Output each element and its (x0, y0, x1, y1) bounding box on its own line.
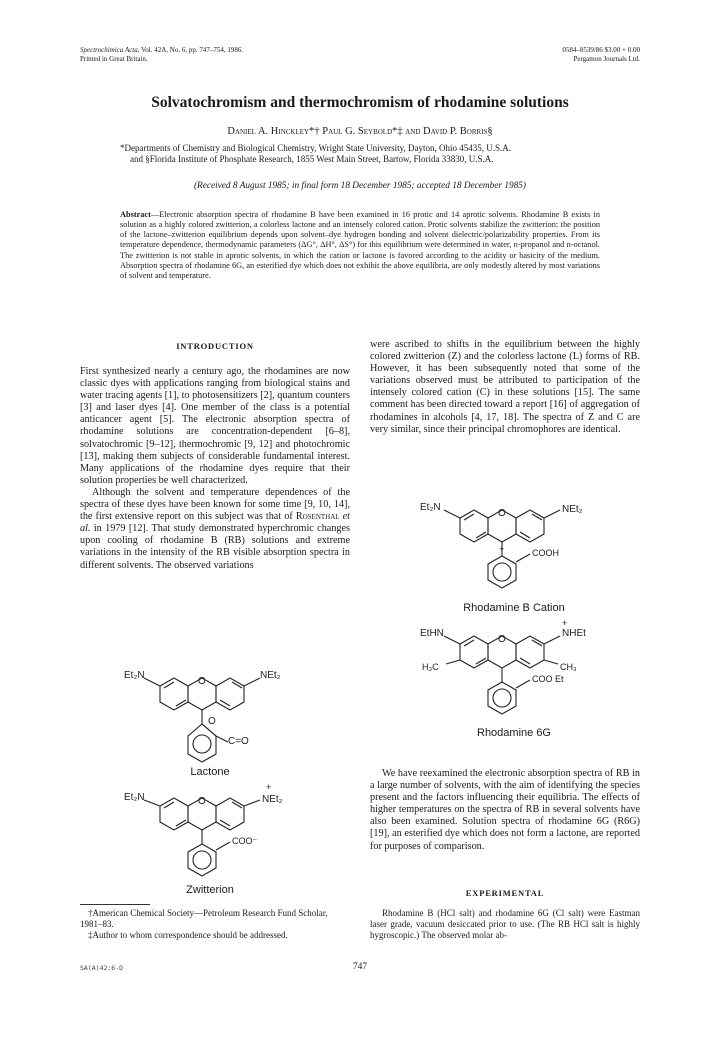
zwitterion-plus-charge: + (266, 782, 272, 792)
r6g-plus-charge: + (562, 618, 568, 628)
abstract (120, 210, 600, 281)
intro-paragraph-2 (80, 487, 350, 572)
author-list: Daniel A. Hinckley*† Paul G. Seybold*‡ and David P. Borris§ (227, 126, 493, 137)
cation-left-amine: Et₂N (420, 502, 441, 513)
intro-column-right (370, 339, 640, 436)
journal-name: Spectrochimica Acta, (80, 46, 140, 54)
print-code: SA(A)42:6-D (80, 964, 124, 972)
zwitterion-ring-oxygen: O (198, 796, 206, 807)
abstract-text: —Electronic absorption spectra of rhodamine B have been examined in 16 protic and 14 aprotic solvents. Rhodamine B exists in solution as a highly colored zwitterion, a colorless lactone and an intensely colored cation. Protic solvents stabilize the zwitterion: the position of the lactone–zwitterion equilibrium depends upon solvent–dye hydrogen bonding and solvent dielectric/polarizability properties. From its temperature dependence, thermodynamic parameters (ΔG°, ΔH°, ΔS°) for this equilibrium were determined in water, n-propanol and n-octanol. The zwitterion is not stable in aprotic solvents, in which the cation or lactone is favored according to the acidity or basicity of the medium. Absorption spectra of rhodamine 6G, an esterified dye which does not exhibit the above equilibria, are only modestly altered by most variations of solvent and temperature. (120, 210, 600, 280)
issn-price: 0584–8539/86 $3.00 + 0.00 (562, 46, 640, 54)
r6g-ethyl-ester: COO Et (532, 674, 564, 684)
lactone-caption: Lactone (190, 766, 230, 778)
abstract-label: Abstract (120, 210, 151, 219)
cation-caption: Rhodamine B Cation (463, 602, 565, 614)
affiliation-line-2: and §Florida Institute of Phosphate Research, 1855 West Main Street, Bartow, Florida 33830, U.S.A. (130, 154, 494, 164)
zwitterion-right-amine: NEt₂ (262, 794, 283, 805)
introduction-heading: INTRODUCTION (176, 341, 254, 351)
r6g-left-methyl: H₃C (422, 662, 439, 672)
right-paragraph-1: were ascribed to shifts in the equilibrium between the highly colored zwitterion (Z) and the colorless lactone (L) forms of RB. However, it has been subsequently noted that some of the variations observed must be attributed to participation of the intensely colored cation (C) in these solutions [15]. The same comment has been directed toward a report [16] of aggregation of rhodamines in alcohols [4, 17, 18]. The spectra of Z and C are very similar, since their principal chromophores are identical. (370, 339, 640, 435)
lactone-left-amine: Et₂N (124, 670, 145, 681)
intro-paragraph-1: First synthesized nearly a century ago, the rhodamines are now classic dyes with applications ranging from biological stains and water tracing agents [1], to photosensitizers [2], quantum counters [3] and laser dyes [4]. One member of the class is a potential anticancer agent [5]. The electronic absorption spectra of rhodamine solutions are concentration-dependent [6–8], solvatochromic [9–12], thermochromic [9, 12] and photochromic [13], making them subjects of considerable fundamental interest. Many applications of the rhodamine dyes require that their solution properties be well characterized. (80, 366, 350, 486)
paper-title: Solvatochromism and thermochromism of rhodamine solutions (151, 94, 569, 111)
cation-plus-charge: + (499, 544, 505, 554)
zwitterion-left-amine: Et₂N (124, 792, 145, 803)
r6g-caption: Rhodamine 6G (477, 727, 551, 739)
cited-author: Rosenthal (295, 511, 340, 523)
volume-info: Vol. 42A, No. 6, pp. 747–754, 1986. (139, 46, 244, 54)
rhodamine-6g-structure (414, 620, 604, 730)
journal-citation (80, 46, 243, 55)
page-number: 747 (352, 962, 368, 972)
footnote-1: †American Chemical Society—Petroleum Research Fund Scholar, 1981–83. (80, 908, 328, 929)
cation-ring-oxygen: O (498, 508, 506, 519)
experimental-heading: EXPERIMENTAL (465, 888, 545, 898)
cation-carboxylic-acid: COOH (532, 548, 559, 558)
lactone-carbonyl: C=O (228, 736, 249, 747)
r6g-right-amine: NHEt (562, 628, 586, 639)
et-al: et al. (80, 511, 350, 535)
r6g-left-amine: EtHN (420, 628, 444, 639)
rhodamine-b-cation-structure (414, 494, 604, 604)
affiliations (120, 143, 600, 165)
footnotes (80, 908, 350, 940)
intro-paragraph-2b: in 1979 [12]. That study demonstrated hyperchromic changes upon cooling of rhodamine B (RB) solutions and extreme variations in the intensity of the RB visible absorption spectra in different solvents. The observed variations (80, 523, 350, 571)
lactone-right-amine: NEt₂ (260, 670, 281, 681)
experimental-text: Rhodamine B (HCl salt) and rhodamine 6G (Cl salt) were Eastman laser grade, vacuum desiccated prior to use. (The RB HCl salt is highly hygroscopic.) The observed molar ab- (370, 908, 640, 940)
cation-right-amine: NEt₂ (562, 504, 583, 515)
footnote-rule (80, 904, 150, 905)
lactone-ring-oxygen: O (198, 676, 206, 687)
zwitterion-caption: Zwitterion (186, 884, 234, 896)
publisher: Pergamon Journals Ltd. (573, 55, 640, 63)
received-dates: (Received 8 August 1985; in final form 18 December 1985; accepted 18 December 1985) (193, 181, 527, 191)
right-column-lower (370, 768, 640, 853)
r6g-right-methyl: CH₃ (560, 662, 577, 672)
intro-paragraph-2a: Although the solvent and temperature dependences of the spectra of these dyes have been known for some time [9, 10, 14], the first extensive report on this subject was that of (80, 486, 350, 523)
footnote-2: ‡Author to whom correspondence should be addressed. (88, 929, 288, 940)
printed-in: Printed in Great Britain. (80, 55, 148, 63)
r6g-ring-oxygen: O (498, 634, 506, 645)
intro-column-left (80, 366, 350, 572)
lactone-structure (118, 662, 288, 782)
zwitterion-carboxylate: COO⁻ (232, 836, 258, 846)
affiliation-line-1: *Departments of Chemistry and Biological Chemistry, Wright State University, Dayton, Ohio 45435, U.S.A. (120, 143, 512, 153)
lactone-bridge-oxygen: O (208, 716, 216, 727)
right-paragraph-2: We have reexamined the electronic absorption spectra of RB in a large number of solvents, with the aim of identifying the species present and the factors influencing their equilibria. The effects of higher temperatures on the spectra of RB in several solvents have also been examined. Solution spectra of rhodamine 6G (R6G) [19], an esterified dye which does not form a lactone, are reported for purposes of comparison. (370, 768, 640, 852)
